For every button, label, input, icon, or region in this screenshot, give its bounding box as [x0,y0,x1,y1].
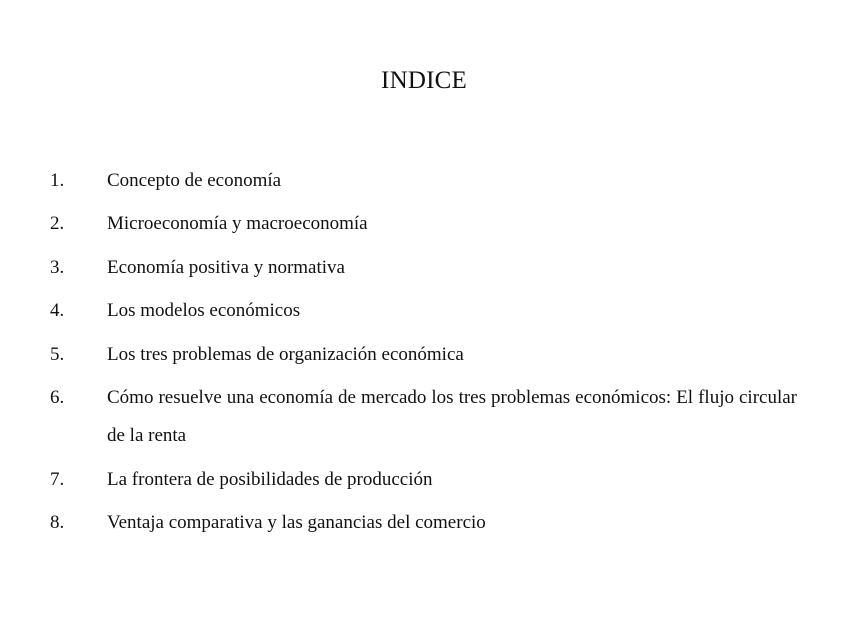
toc-item-text: Microeconomía y macroeconomía [107,213,368,234]
toc-item-number: 8. [50,512,65,533]
toc-item-number: 2. [50,213,65,234]
toc-item-number: 4. [50,300,65,321]
toc-item-number: 7. [50,469,65,490]
page-title: INDICE [381,67,467,94]
toc-item-text: Economía positiva y normativa [107,257,345,278]
toc-item-text: Ventaja comparativa y las ganancias del comercio [107,512,486,533]
toc-item-text: Los modelos económicos [107,300,301,321]
toc-item-text: Cómo resuelve una economía de mercado los tres problemas económicos: El flujo circular de la renta [107,387,797,446]
toc-item-text: Los tres problemas de organización económica [107,344,464,365]
toc-item-number: 5. [50,344,65,365]
toc-item-number: 6. [50,387,65,408]
toc-item-number: 1. [50,170,65,191]
toc-item-text: La frontera de posibilidades de producción [107,469,433,490]
toc-item-text: Concepto de economía [107,170,282,191]
toc-item-number: 3. [50,257,65,278]
